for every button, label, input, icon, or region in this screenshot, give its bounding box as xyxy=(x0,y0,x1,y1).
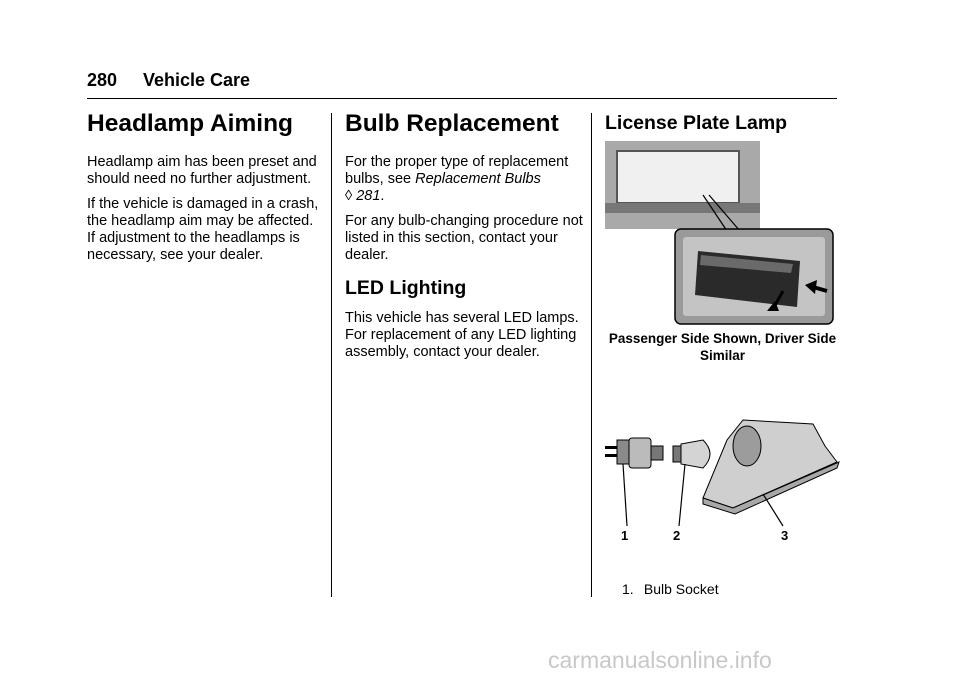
page-number: 280 xyxy=(87,70,118,90)
plate-lamp-opening xyxy=(617,151,739,203)
header-rule xyxy=(87,98,837,99)
callout-2: 2 xyxy=(673,528,681,543)
headlamp-aiming-heading: Headlamp Aiming xyxy=(87,110,294,137)
license-plate-lamp-location-figure xyxy=(605,141,835,326)
bumper-edge xyxy=(605,203,760,213)
callout-leader-3 xyxy=(763,494,783,526)
bulb-socket-exploded-figure xyxy=(603,416,843,546)
page-header xyxy=(87,70,837,91)
callout-leader-1 xyxy=(623,464,627,526)
section-title: Vehicle Care xyxy=(143,70,251,90)
column-license-plate-lamp xyxy=(605,108,840,145)
figure-caption: Passenger Side Shown, Driver Side Similar xyxy=(608,331,837,363)
bulb-base xyxy=(673,446,681,462)
legend-label: Bulb Socket xyxy=(643,581,719,597)
callout-1: 1 xyxy=(621,528,629,543)
socket-neck xyxy=(651,446,663,460)
headlamp-aiming-paragraph-2: If the vehicle is damaged in a crash, the headlamp aim may be affected. If adjustment to the headlamps is necessary, see your dealer. xyxy=(87,196,319,263)
replacement-bulbs-link[interactable]: Replacement Bulbs xyxy=(415,171,541,187)
column-headlamp-aiming xyxy=(87,108,322,272)
headlamp-aiming-paragraph-1: Headlamp aim has been preset and should need no further adjustment. xyxy=(87,154,317,187)
column-bulb-replacement xyxy=(345,108,585,369)
bulb-replacement-heading: Bulb Replacement xyxy=(345,110,559,137)
page-ref-icon: ◊ xyxy=(345,188,353,204)
figure-legend xyxy=(622,581,719,597)
callout-3: 3 xyxy=(781,528,789,543)
bulb-replacement-paragraph-2: For any bulb-changing procedure not listed in this section, contact your dealer. xyxy=(345,213,583,263)
legend-number: 1. xyxy=(622,581,634,597)
led-lighting-heading: LED Lighting xyxy=(345,277,467,299)
license-plate-lamp-heading: License Plate Lamp xyxy=(605,112,788,134)
bulb-replacement-text: For the proper type of replacement bulbs, see xyxy=(345,154,569,187)
replacement-bulbs-page-link[interactable]: 281 xyxy=(356,188,381,204)
sentence-end: . xyxy=(380,188,385,204)
wedge-bulb xyxy=(681,440,710,468)
led-lighting-paragraph: This vehicle has several LED lamps. For replacement of any LED lighting assembly, contact your dealer. xyxy=(345,310,579,360)
watermark: carmanualsonline.info xyxy=(548,647,772,673)
column-divider-2 xyxy=(591,113,592,597)
callout-leader-2 xyxy=(679,464,685,526)
column-divider-1 xyxy=(331,113,332,597)
bulb-replacement-paragraph-1 xyxy=(345,154,585,205)
socket-body xyxy=(629,438,651,468)
housing-socket-hole xyxy=(733,426,761,466)
